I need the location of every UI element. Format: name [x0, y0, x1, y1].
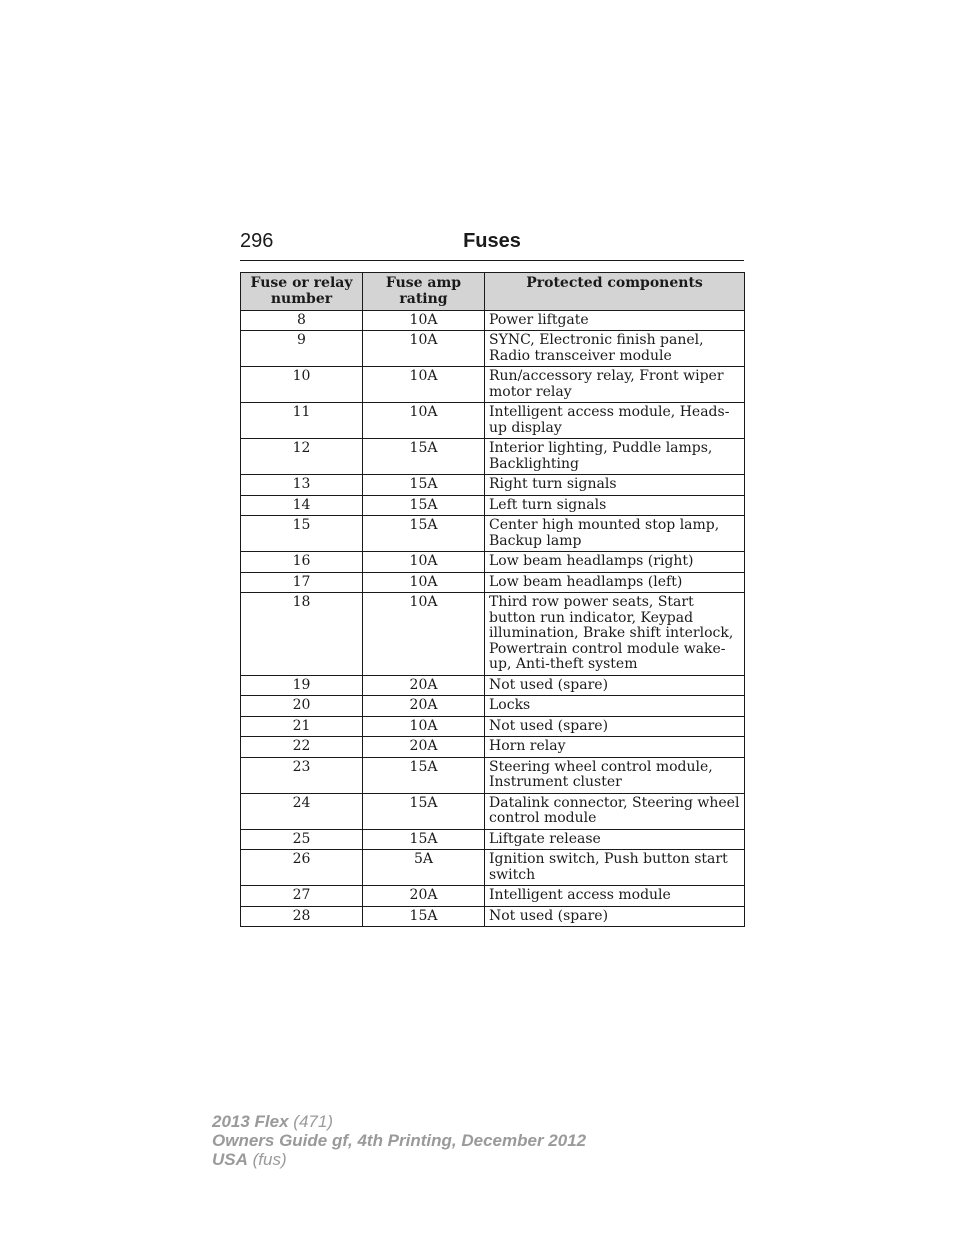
fuse-rating-cell: 10A — [363, 593, 485, 676]
footer-model-code: (471) — [293, 1112, 333, 1131]
table-row — [241, 737, 745, 758]
fuse-number-cell: 20 — [241, 696, 363, 717]
fuse-rating-cell: 10A — [363, 403, 485, 439]
fuse-number-cell: 18 — [241, 593, 363, 676]
section-title: Fuses — [463, 230, 521, 252]
fuse-number-cell: 11 — [241, 403, 363, 439]
fuse-number-cell: 10 — [241, 367, 363, 403]
fuse-rating-cell: 10A — [363, 331, 485, 367]
table-row — [241, 696, 745, 717]
fuse-rating-cell: 15A — [363, 439, 485, 475]
fuse-number-cell: 24 — [241, 793, 363, 829]
protected-components-cell: Steering wheel control module, Instrument cluster — [485, 757, 745, 793]
fuse-number-cell: 13 — [241, 475, 363, 496]
table-row — [241, 495, 745, 516]
table-row — [241, 331, 745, 367]
table-row — [241, 439, 745, 475]
table-header-row — [241, 273, 745, 311]
fuse-rating-cell: 10A — [363, 367, 485, 403]
protected-components-cell: Run/accessory relay, Front wiper motor relay — [485, 367, 745, 403]
protected-components-cell: Right turn signals — [485, 475, 745, 496]
table-row — [241, 850, 745, 886]
fuse-rating-cell: 10A — [363, 552, 485, 573]
fuse-number-cell: 26 — [241, 850, 363, 886]
column-header-rating: Fuse amp rating — [363, 273, 485, 311]
table-row — [241, 310, 745, 331]
fuse-number-cell: 19 — [241, 675, 363, 696]
table-row — [241, 572, 745, 593]
fuse-table — [240, 272, 745, 927]
table-row — [241, 475, 745, 496]
table-row — [241, 675, 745, 696]
fuse-number-cell: 21 — [241, 716, 363, 737]
protected-components-cell: Center high mounted stop lamp, Backup lamp — [485, 516, 745, 552]
footer-line-market — [212, 1150, 586, 1169]
protected-components-cell: SYNC, Electronic finish panel, Radio transceiver module — [485, 331, 745, 367]
column-header-number: Fuse or relay number — [241, 273, 363, 311]
protected-components-cell: Power liftgate — [485, 310, 745, 331]
page-number: 296 — [240, 230, 274, 252]
fuse-number-cell: 27 — [241, 886, 363, 907]
fuse-rating-cell: 15A — [363, 516, 485, 552]
fuse-rating-cell: 10A — [363, 310, 485, 331]
table-row — [241, 793, 745, 829]
protected-components-cell: Left turn signals — [485, 495, 745, 516]
fuse-rating-cell: 10A — [363, 572, 485, 593]
protected-components-cell: Horn relay — [485, 737, 745, 758]
footer-model: 2013 Flex — [212, 1112, 289, 1131]
fuse-table-body — [241, 310, 745, 927]
protected-components-cell: Liftgate release — [485, 829, 745, 850]
table-row — [241, 552, 745, 573]
table-row — [241, 906, 745, 927]
protected-components-cell: Not used (spare) — [485, 675, 745, 696]
fuse-rating-cell: 15A — [363, 475, 485, 496]
fuse-rating-cell: 10A — [363, 716, 485, 737]
protected-components-cell: Datalink connector, Steering wheel control module — [485, 793, 745, 829]
fuse-number-cell: 17 — [241, 572, 363, 593]
fuse-number-cell: 22 — [241, 737, 363, 758]
protected-components-cell: Third row power seats, Start button run indicator, Keypad illumination, Brake shift interlock, Powertrain control module wake-up, Anti-theft system — [485, 593, 745, 676]
table-row — [241, 403, 745, 439]
fuse-rating-cell: 20A — [363, 886, 485, 907]
footer-guide-edition: Owners Guide gf, 4th Printing, December 2012 — [212, 1131, 587, 1150]
fuse-number-cell: 16 — [241, 552, 363, 573]
table-row — [241, 516, 745, 552]
table-row — [241, 886, 745, 907]
footer-market: USA — [212, 1150, 248, 1169]
fuse-rating-cell: 15A — [363, 829, 485, 850]
page-header — [240, 228, 744, 261]
fuse-rating-cell: 20A — [363, 675, 485, 696]
fuse-number-cell: 23 — [241, 757, 363, 793]
fuse-number-cell: 15 — [241, 516, 363, 552]
fuse-number-cell: 12 — [241, 439, 363, 475]
protected-components-cell: Ignition switch, Push button start switch — [485, 850, 745, 886]
footer-line-model — [212, 1112, 586, 1131]
footer-market-code: (fus) — [252, 1150, 287, 1169]
protected-components-cell: Low beam headlamps (left) — [485, 572, 745, 593]
fuse-rating-cell: 20A — [363, 737, 485, 758]
table-row — [241, 716, 745, 737]
table-row — [241, 829, 745, 850]
fuse-number-cell: 14 — [241, 495, 363, 516]
fuse-rating-cell: 15A — [363, 793, 485, 829]
fuse-rating-cell: 15A — [363, 757, 485, 793]
fuse-rating-cell: 20A — [363, 696, 485, 717]
protected-components-cell: Not used (spare) — [485, 906, 745, 927]
fuse-rating-cell: 15A — [363, 906, 485, 927]
protected-components-cell: Low beam headlamps (right) — [485, 552, 745, 573]
fuse-number-cell: 28 — [241, 906, 363, 927]
protected-components-cell: Not used (spare) — [485, 716, 745, 737]
protected-components-cell: Intelligent access module, Heads-up display — [485, 403, 745, 439]
table-row — [241, 367, 745, 403]
table-row — [241, 593, 745, 676]
fuse-number-cell: 9 — [241, 331, 363, 367]
protected-components-cell: Intelligent access module — [485, 886, 745, 907]
table-row — [241, 757, 745, 793]
fuse-rating-cell: 15A — [363, 495, 485, 516]
protected-components-cell: Interior lighting, Puddle lamps, Backlighting — [485, 439, 745, 475]
page-footer — [212, 1112, 586, 1169]
fuse-rating-cell: 5A — [363, 850, 485, 886]
column-header-components: Protected components — [485, 273, 745, 311]
fuse-number-cell: 8 — [241, 310, 363, 331]
fuse-number-cell: 25 — [241, 829, 363, 850]
protected-components-cell: Locks — [485, 696, 745, 717]
